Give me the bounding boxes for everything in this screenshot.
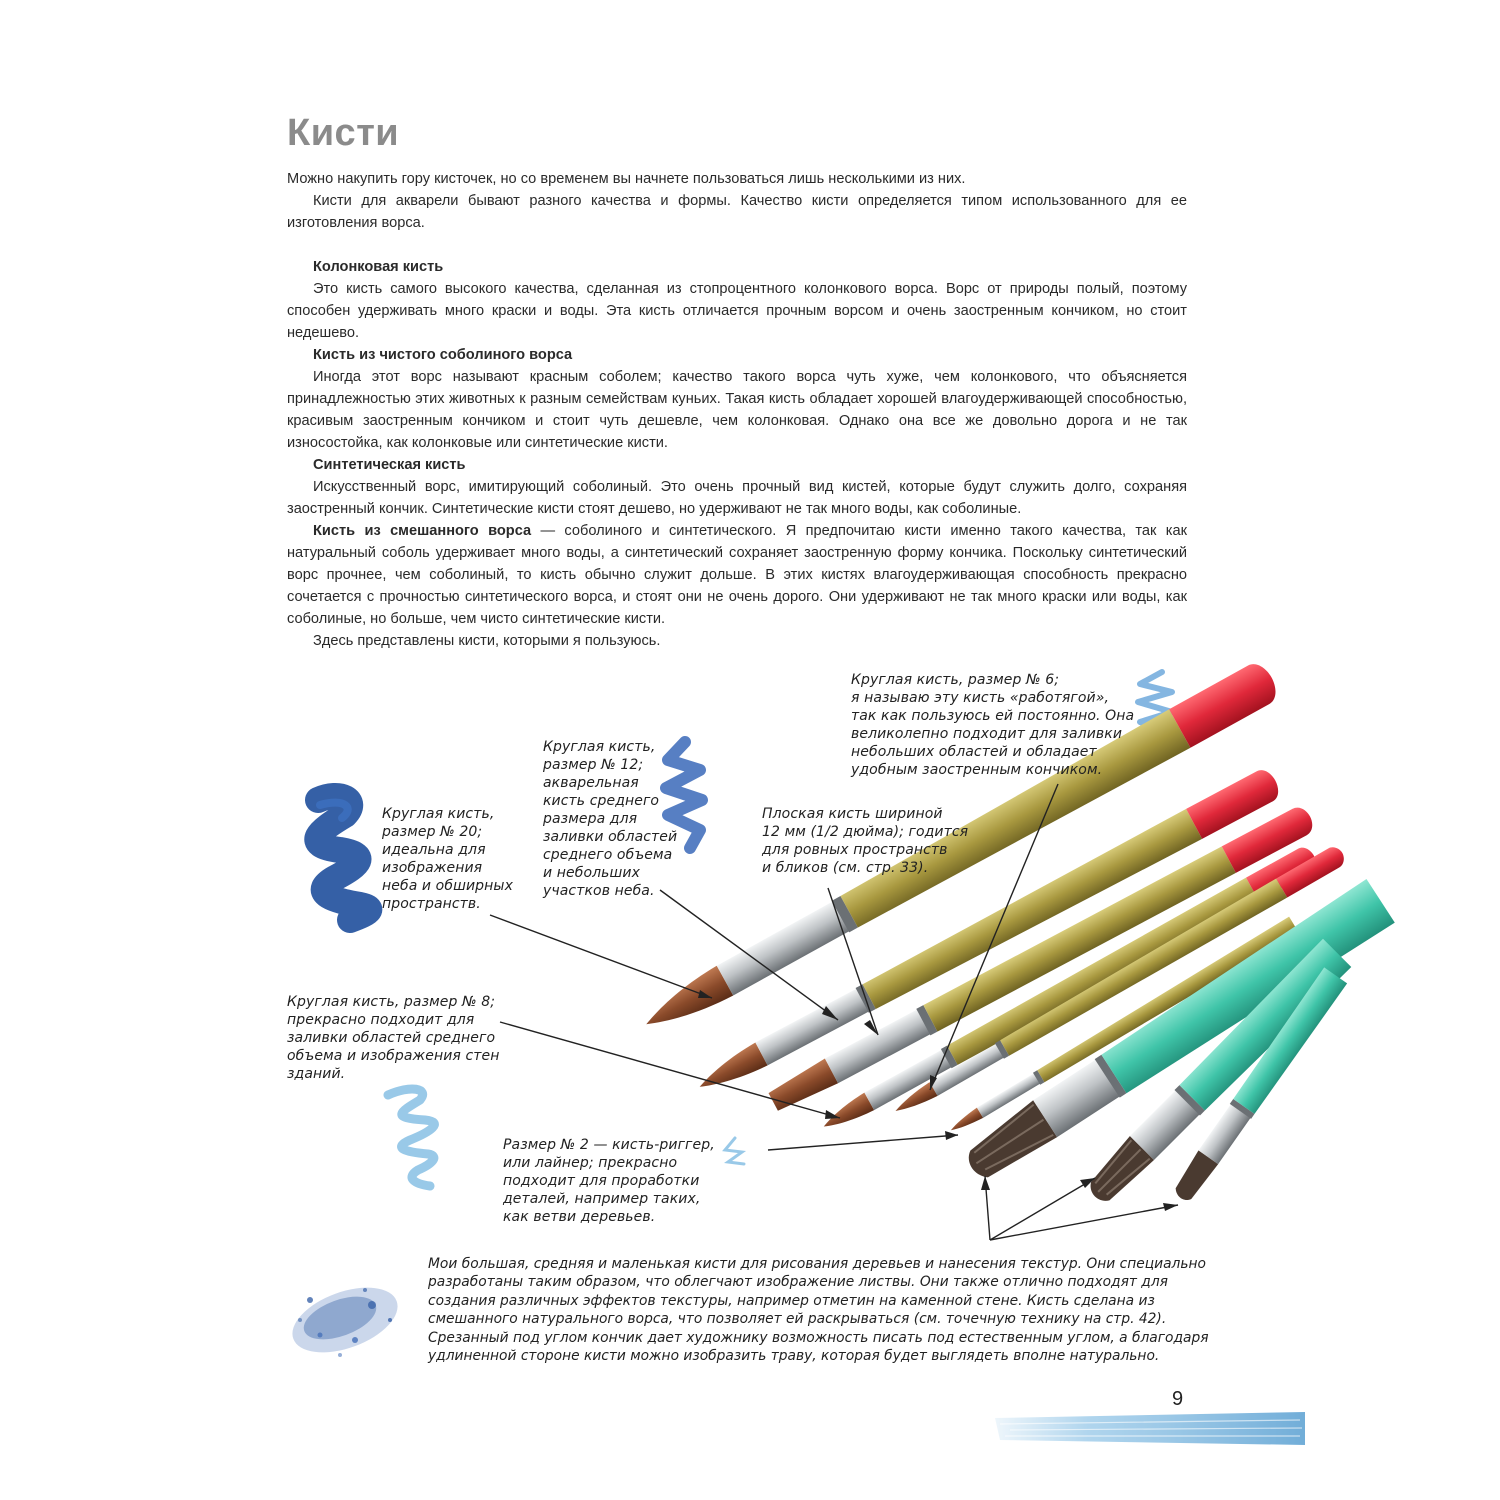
caption-flat-12mm: Плоская кисть шириной 12 мм (1/2 дюйма); годится для ровных пространств и бликов (см. стр. 33).	[762, 806, 969, 876]
paint-splatter-icon	[284, 1275, 407, 1365]
mixed-heading: Кисть из смешанного ворса	[313, 523, 532, 539]
synthetic-heading: Синтетическая кисть	[313, 457, 466, 473]
decorative-stroke-icon	[995, 1412, 1305, 1445]
caption-round-20: Круглая кисть, размер № 20; идеальна для изображения неба и обширных пространств.	[382, 806, 513, 912]
paint-swatch-large-icon	[317, 796, 369, 920]
pointer-rigger-2	[768, 1135, 958, 1150]
pointer-tree-small	[990, 1205, 1178, 1240]
intro-paragraph-2: Кисти для акварели бывают разного качества и формы. Качество кисти определяется типом использованного для ее изготовления ворса.	[287, 193, 1187, 231]
closing-paragraph: Здесь представлены кисти, которыми я пользуюсь.	[313, 633, 661, 649]
page-title: Кисти	[287, 112, 400, 154]
mixed-text: — соболиного и синтетического. Я предпочитаю кисти именно такого качества, так как натуральный соболь удерживает много воды, а синтетический сохраняет заостренную форму кончика. Поскольку синтетический ворс прочнее, чем соболиный, то кисть обычно служит дольше. В этих кистях влагоудерживающая способность прекрасно сочетается с прочностью синтетического ворса, и стоят они не очень дорого. Они удерживают не так много краски или воды, как соболиные, но больше, чем чисто синтетические кисти.	[287, 523, 1187, 627]
caption-round-6: Круглая кисть, размер № 6; я называю эту кисть «работягой», так как пользуюсь ей постоянно. Она великолепно подходит для заливки небольших областей и обладает удобным заостренным кончиком.	[851, 672, 1135, 778]
caption-round-8: Круглая кисть, размер № 8; прекрасно подходит для заливки областей среднего объема и изображения стен зданий.	[287, 994, 500, 1082]
intro-paragraph-1: Можно накупить гору кисточек, но со временем вы начнете пользоваться лишь несколькими из них.	[287, 171, 966, 187]
pointer-round-20	[490, 915, 712, 998]
paint-swatch-light-icon	[388, 1089, 434, 1186]
caption-rigger-2: Размер № 2 — кисть-риггер, или лайнер; прекрасно подходит для проработки деталей, например таких, как ветви деревьев.	[503, 1137, 715, 1225]
sable-text: Иногда этот ворс называют красным соболем; качество такого ворса чуть хуже, чем колонкового, что объясняется принадлежностью этих животных к разным семействам куньих. Такая кисть обладает хорошей влагоудерживающей способностью, красивым заостренным кончиком и стоит чуть дешевле, чем колонковая. Однако она все же довольно дорога и не так износостойка, как колонковые или синтетические кисти.	[287, 369, 1187, 451]
kolinsky-text: Это кисть самого высокого качества, сделанная из стопроцентного колонкового ворса. Ворс от природы полый, поэтому способен удерживать много краски и воды. Эта кисть отличается прочным ворсом и очень заостренным кончиком, но стоит недешево.	[287, 281, 1187, 341]
page-number: 9	[1172, 1388, 1184, 1410]
caption-tree-brushes: Мои большая, средняя и маленькая кисти для рисования деревьев и нанесения текстур. Они специально разработаны таким образом, что облегчают изображение листвы. Они также отлично подходят для создания различных эффектов текстуры, например отметин на каменной стене. Кисть сделана из смешанного натурального ворса, что позволяет ей раскрываться (см. точечную технику на стр. 42). Срезанный под углом кончик дает художнику возможность писать под естественным углом, а благодаря удлиненной стороне кисти можно изобразить траву, которая будет выглядеть вполне натурально.	[428, 1256, 1209, 1365]
kolinsky-heading: Колонковая кисть	[313, 259, 444, 275]
paint-swatch-rigger-icon	[725, 1138, 744, 1164]
caption-round-12: Круглая кисть, размер № 12; акварельная кисть среднего размера для заливки областей среднего объема и небольших участков неба.	[543, 739, 678, 899]
sable-heading: Кисть из чистого соболиного ворса	[313, 347, 573, 363]
synthetic-text: Искусственный ворс, имитирующий соболиный. Это очень прочный вид кистей, которые будут служить долго, сохраняя заостренный кончик. Синтетические кисти стоят дешево, но удерживают не так много воды, как соболиные.	[287, 479, 1187, 517]
